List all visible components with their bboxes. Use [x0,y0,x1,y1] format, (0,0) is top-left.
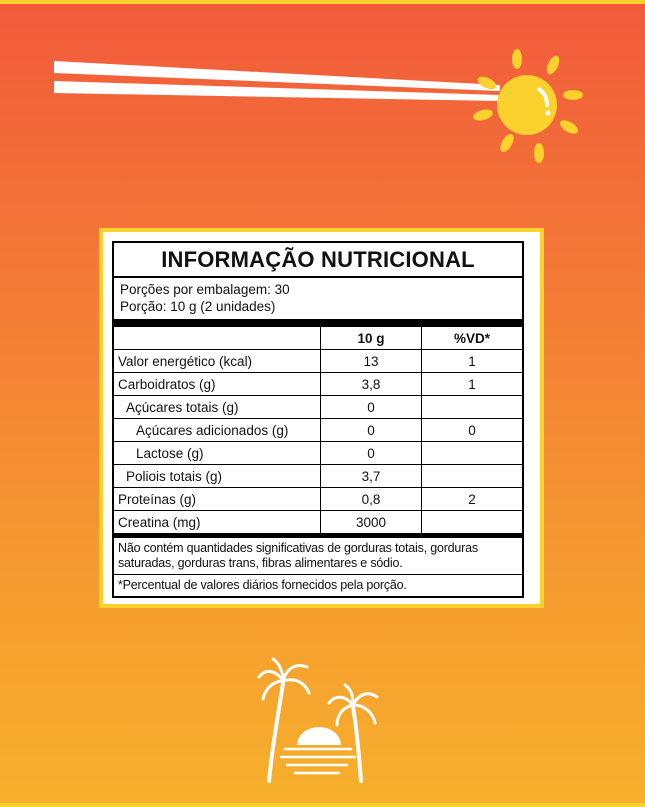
table-row [114,373,522,396]
table-row [114,419,522,442]
nutrient-amount: 3,7 [321,465,422,488]
nutrient-amount: 0 [321,396,422,419]
nutrient-amount: 3,8 [321,373,422,396]
nutrient-amount: 3000 [321,511,422,534]
nutrient-dv: 1 [422,350,523,373]
bottom-accent-strip [0,803,645,807]
nutrient-dv: 2 [422,488,523,511]
column-header-nutrient [114,327,321,350]
nutrient-dv [422,396,523,419]
table-row [114,488,522,511]
footnote-insignificant: Não contém quantidades significativas de gorduras totais, gorduras saturadas, gorduras trans, fibras alimentares e sódio. [114,538,522,575]
table-row [114,465,522,488]
nutrients-table [114,327,522,533]
nutrient-dv [422,511,523,534]
sun-icon [465,45,590,170]
servings-per-package: Porções por embalagem: 30 [120,282,290,297]
nutrient-name: Açúcares totais (g) [114,396,321,419]
nutrient-amount: 0,8 [321,488,422,511]
table-row [114,511,522,534]
serving-info [114,278,522,319]
column-header-row [114,327,522,350]
nutrient-amount: 0 [321,442,422,465]
nutrition-label-frame [99,228,544,608]
serving-size: Porção: 10 g (2 unidades) [120,299,276,314]
speed-lines [50,55,510,105]
nutrient-name: Poliois totais (g) [114,465,321,488]
table-row [114,350,522,373]
table-row [114,396,522,419]
palm-trees-sunset-icon [255,655,390,785]
nutrient-dv: 1 [422,373,523,396]
nutrient-name: Lactose (g) [114,442,321,465]
nutrient-amount: 0 [321,419,422,442]
nutrition-facts-table [112,241,524,598]
nutrient-name: Creatina (mg) [118,514,201,530]
footnote-dv: *Percentual de valores diários fornecidos pela porção. [118,578,407,592]
nutrient-dv [422,442,523,465]
nutrient-name: Valor energético (kcal) [114,350,321,373]
column-header-dv: %VD* [422,327,523,350]
nutrient-name: Açúcares adicionados (g) [114,419,321,442]
nutrient-dv: 0 [422,419,523,442]
top-accent-strip [0,0,645,4]
nutrient-name: Carboidratos (g) [114,373,321,396]
thick-divider [114,319,522,327]
nutrient-amount: 13 [321,350,422,373]
nutrient-dv [422,465,523,488]
table-row [114,442,522,465]
nutrition-title: INFORMAÇÃO NUTRICIONAL [114,243,522,278]
nutrient-name: Proteínas (g) [114,488,321,511]
column-header-amount: 10 g [321,327,422,350]
